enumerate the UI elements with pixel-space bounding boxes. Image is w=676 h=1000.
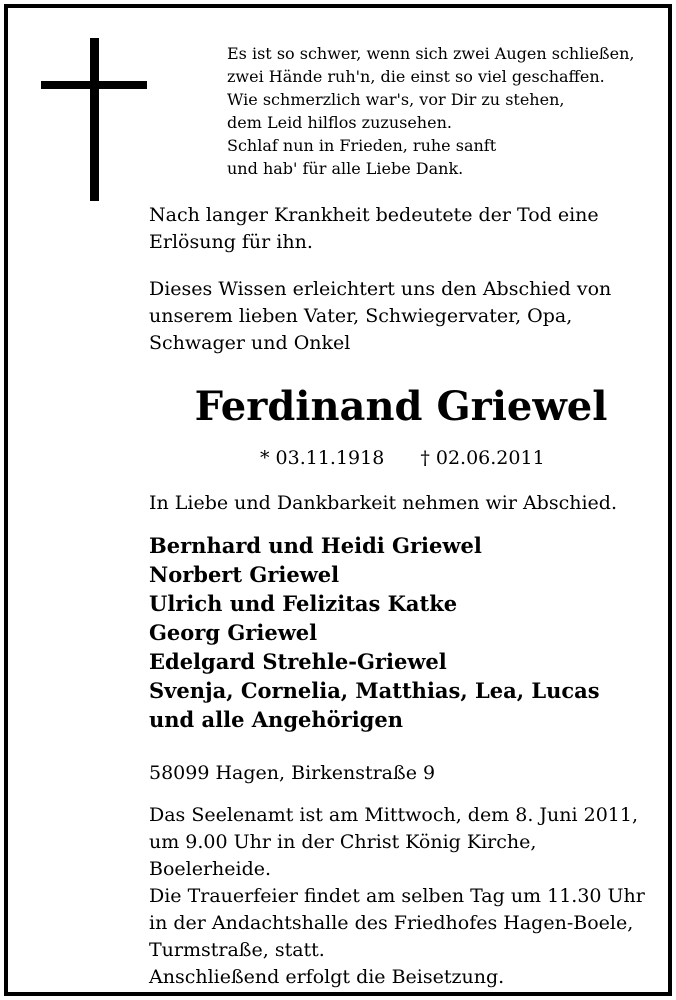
death-date: † 02.06.2011: [420, 447, 545, 469]
relation-line: unserem lieben Vater, Schwiegervater, Opa,: [149, 305, 573, 327]
poem-line: Schlaf nun in Frieden, ruhe sanft: [227, 136, 497, 155]
family-list: [149, 531, 600, 734]
intro-paragraph: [149, 202, 669, 256]
family-member: Ulrich und Felizitas Katke: [149, 591, 458, 616]
service-line: Die Trauerfeier findet am selben Tag um 11.30 Uhr: [149, 885, 645, 907]
address: 58099 Hagen, Birkenstraße 9: [149, 762, 436, 784]
relation-paragraph: [149, 276, 669, 357]
service-line: Turmstraße, statt.: [149, 939, 325, 961]
relation-line: Schwager und Onkel: [149, 332, 351, 354]
service-line: um 9.00 Uhr in der Christ König Kirche,: [149, 831, 537, 853]
intro-line: Nach langer Krankheit bedeutete der Tod eine: [149, 204, 599, 226]
poem-line: zwei Hände ruh'n, die einst so viel geschaffen.: [227, 67, 605, 86]
life-dates: [260, 445, 545, 471]
poem: [227, 42, 667, 180]
poem-line: Es ist so schwer, wenn sich zwei Augen schließen,: [227, 44, 635, 63]
family-member: und alle Angehörigen: [149, 707, 403, 732]
family-member: Svenja, Cornelia, Matthias, Lea, Lucas: [149, 678, 600, 703]
service-line: Anschließend erfolgt die Beisetzung.: [149, 966, 505, 988]
family-member: Edelgard Strehle-Griewel: [149, 649, 447, 674]
service-line: Boelerheide.: [149, 858, 272, 880]
service-paragraph: [149, 802, 669, 991]
cross-icon: [41, 38, 147, 201]
birth-date: * 03.11.1918: [260, 447, 385, 469]
service-line: in der Andachtshalle des Friedhofes Hagen-Boele,: [149, 912, 634, 934]
family-member: Norbert Griewel: [149, 562, 340, 587]
poem-line: und hab' für alle Liebe Dank.: [227, 159, 464, 178]
obituary-frame: [4, 4, 672, 996]
intro-line: Erlösung für ihn.: [149, 231, 313, 253]
service-line: Das Seelenamt ist am Mittwoch, dem 8. Juni 2011,: [149, 804, 639, 826]
deceased-name: Ferdinand Griewel: [194, 383, 608, 430]
family-member: Georg Griewel: [149, 620, 318, 645]
farewell-line: In Liebe und Dankbarkeit nehmen wir Abschied.: [149, 492, 617, 514]
family-member: Bernhard und Heidi Griewel: [149, 533, 482, 558]
poem-line: dem Leid hilflos zuzusehen.: [227, 113, 452, 132]
poem-line: Wie schmerzlich war's, vor Dir zu stehen,: [227, 90, 565, 109]
relation-line: Dieses Wissen erleichtert uns den Abschied von: [149, 278, 612, 300]
